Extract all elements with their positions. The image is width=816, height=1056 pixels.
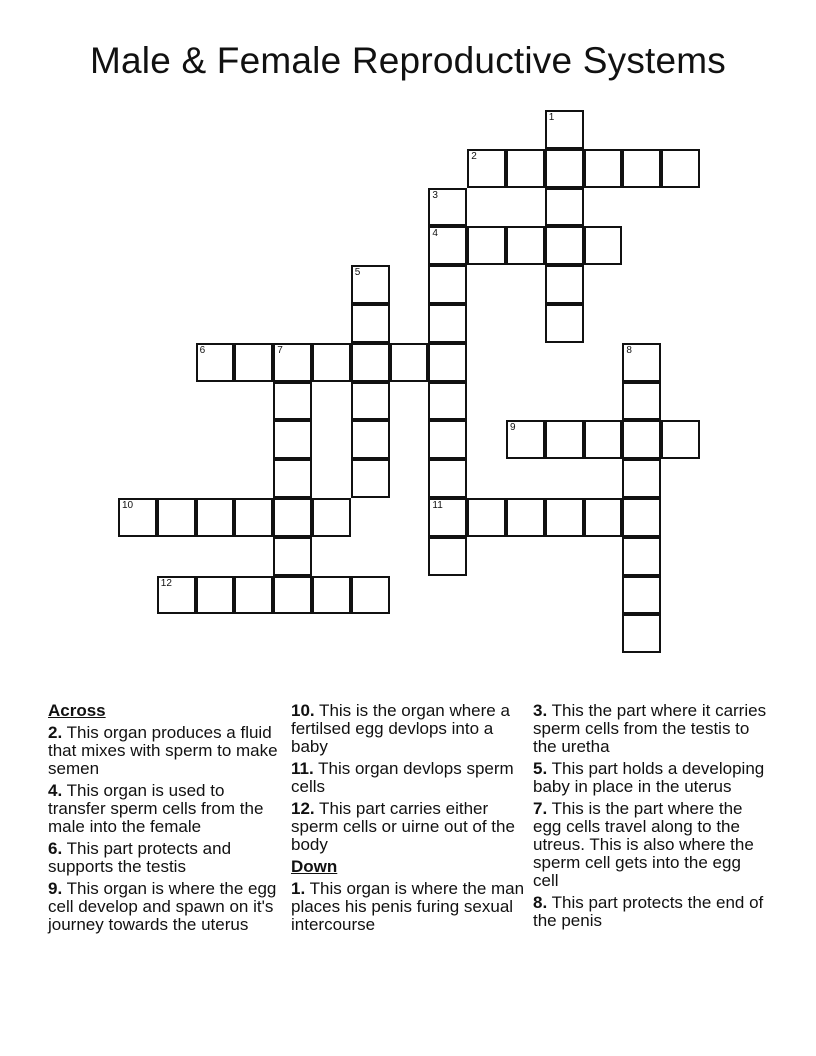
grid-cell[interactable] bbox=[273, 459, 312, 498]
clue-number: 5 bbox=[354, 267, 361, 279]
grid-cell[interactable] bbox=[545, 304, 584, 343]
grid-cell[interactable] bbox=[428, 420, 467, 459]
down-clue: 1. This organ is where the man places his penis furing sexual intercourse bbox=[291, 879, 525, 934]
across-heading: Across bbox=[48, 701, 106, 720]
grid-cell[interactable] bbox=[584, 226, 623, 265]
grid-cell[interactable] bbox=[545, 498, 584, 537]
across-clue-list-continued bbox=[291, 702, 526, 854]
grid-cell[interactable] bbox=[428, 459, 467, 498]
grid-cell[interactable] bbox=[428, 226, 467, 265]
clue-number: 9 bbox=[510, 422, 516, 434]
grid-cell[interactable] bbox=[351, 343, 390, 382]
clue-number-label: 10. bbox=[291, 701, 315, 720]
down-clue-list bbox=[291, 880, 526, 934]
clues-column-1 bbox=[48, 702, 283, 938]
down-heading: Down bbox=[291, 857, 338, 876]
grid-cell[interactable] bbox=[428, 304, 467, 343]
across-clue: 12. This part carries either sperm cells or uirne out of the body bbox=[291, 799, 515, 854]
grid-cell[interactable] bbox=[234, 498, 273, 537]
page-title: Male & Female Reproductive Systems bbox=[89, 40, 727, 81]
across-clue: 10. This is the organ where a fertilsed egg devlops into a baby bbox=[291, 701, 510, 756]
clue-number-label: 9. bbox=[48, 879, 63, 898]
down-clue: 7. This is the part where the egg cells travel along to the utreus. This is also where the sperm cell gets into the egg cell bbox=[533, 799, 754, 890]
grid-cell[interactable] bbox=[273, 537, 312, 576]
across-clue: 6. This part protects and supports the testis bbox=[48, 839, 232, 876]
grid-cell[interactable] bbox=[273, 498, 312, 537]
across-clue: 11. This organ devlops sperm cells bbox=[291, 759, 514, 796]
grid-cell[interactable] bbox=[428, 343, 467, 382]
grid-cell[interactable] bbox=[196, 498, 235, 537]
grid-cell[interactable] bbox=[545, 420, 584, 459]
grid-cell[interactable] bbox=[273, 420, 312, 459]
grid-cell[interactable] bbox=[312, 343, 351, 382]
across-clue-list bbox=[48, 724, 283, 934]
grid-cell[interactable] bbox=[506, 498, 545, 537]
grid-cell[interactable] bbox=[273, 576, 312, 615]
clue-number-label: 2. bbox=[48, 723, 63, 742]
grid-cell[interactable] bbox=[312, 576, 351, 615]
grid-cell[interactable] bbox=[622, 420, 661, 459]
grid-cell[interactable] bbox=[506, 149, 545, 188]
down-clue: 5. This part holds a developing baby in place in the uterus bbox=[533, 759, 765, 796]
grid-cell[interactable] bbox=[273, 382, 312, 421]
across-clue: 2. This organ produces a fluid that mixes with sperm to make semen bbox=[48, 723, 278, 778]
down-clue-list-continued bbox=[533, 702, 768, 930]
clue-number-label: 4. bbox=[48, 781, 63, 800]
grid-cell[interactable] bbox=[351, 382, 390, 421]
grid-cell[interactable] bbox=[506, 420, 545, 459]
clue-number-label: 3. bbox=[533, 701, 548, 720]
grid-cell[interactable] bbox=[622, 498, 661, 537]
grid-cell[interactable] bbox=[390, 343, 429, 382]
clues-column-2 bbox=[291, 702, 526, 938]
clue-number: 7 bbox=[277, 344, 283, 356]
clue-number: 10 bbox=[122, 500, 134, 511]
clue-number: 11 bbox=[432, 500, 443, 511]
grid-cell[interactable] bbox=[351, 576, 390, 615]
grid-cell[interactable] bbox=[467, 226, 506, 265]
clue-number: 4 bbox=[432, 228, 438, 240]
clue-number-label: 6. bbox=[48, 839, 63, 858]
grid-cell[interactable] bbox=[622, 576, 661, 615]
grid-cell[interactable] bbox=[157, 498, 196, 537]
clue-number-label: 5. bbox=[533, 759, 548, 778]
grid-cell[interactable] bbox=[428, 537, 467, 576]
grid-cell[interactable] bbox=[545, 265, 584, 304]
grid-cell[interactable] bbox=[584, 498, 623, 537]
grid-cell[interactable] bbox=[428, 265, 467, 304]
grid-cell[interactable] bbox=[157, 576, 196, 615]
clue-number: 8 bbox=[626, 344, 632, 356]
grid-cell[interactable] bbox=[196, 343, 235, 382]
grid-cell[interactable] bbox=[351, 459, 390, 498]
grid-cell[interactable] bbox=[622, 459, 661, 498]
grid-cell[interactable] bbox=[273, 343, 312, 382]
grid-cell[interactable] bbox=[545, 226, 584, 265]
grid-cell[interactable] bbox=[622, 382, 661, 421]
across-clue: 9. This organ is where the egg cell develop and spawn on it's journey towards the uterus bbox=[48, 879, 277, 934]
grid-cell[interactable] bbox=[622, 149, 661, 188]
clue-number-label: 7. bbox=[533, 799, 548, 818]
clues-column-3 bbox=[533, 702, 768, 934]
clue-number-label: 11. bbox=[291, 759, 314, 778]
clue-number: 3 bbox=[432, 189, 438, 201]
grid-cell[interactable] bbox=[661, 420, 700, 459]
grid-cell[interactable] bbox=[351, 420, 390, 459]
grid-cell[interactable] bbox=[584, 420, 623, 459]
grid-cell[interactable] bbox=[467, 149, 506, 188]
grid-cell[interactable] bbox=[545, 149, 584, 188]
grid-cell[interactable] bbox=[118, 498, 157, 537]
grid-cell[interactable] bbox=[622, 537, 661, 576]
across-clue: 4. This organ is used to transfer sperm cells from the male into the female bbox=[48, 781, 264, 836]
grid-cell[interactable] bbox=[428, 498, 467, 537]
grid-cell[interactable] bbox=[661, 149, 700, 188]
clue-number: 12 bbox=[160, 577, 172, 589]
grid-cell[interactable] bbox=[234, 576, 273, 615]
grid-cell[interactable] bbox=[545, 188, 584, 227]
grid-cell[interactable] bbox=[622, 343, 661, 382]
grid-cell[interactable] bbox=[234, 343, 273, 382]
grid-cell[interactable] bbox=[428, 382, 467, 421]
grid-cell[interactable] bbox=[351, 304, 390, 343]
grid-cell[interactable] bbox=[351, 265, 390, 304]
grid-cell[interactable] bbox=[622, 614, 661, 653]
grid-cell[interactable] bbox=[312, 498, 351, 537]
clue-number-label: 12. bbox=[291, 799, 315, 818]
clue-number: 1 bbox=[548, 112, 555, 123]
grid-cell[interactable] bbox=[584, 149, 623, 188]
grid-cell[interactable] bbox=[545, 110, 584, 149]
grid-cell[interactable] bbox=[196, 576, 235, 615]
clue-number-label: 1. bbox=[291, 879, 306, 898]
clue-number: 6 bbox=[199, 344, 206, 356]
clue-number: 2 bbox=[471, 150, 477, 162]
grid-cell[interactable] bbox=[428, 188, 467, 227]
down-clue: 8. This part protects the end of the penis bbox=[533, 893, 764, 930]
clue-number-label: 8. bbox=[533, 893, 548, 912]
grid-cell[interactable] bbox=[506, 226, 545, 265]
down-clue: 3. This the part where it carries sperm cells from the testis to the uretha bbox=[533, 701, 767, 756]
grid-cell[interactable] bbox=[467, 498, 506, 537]
